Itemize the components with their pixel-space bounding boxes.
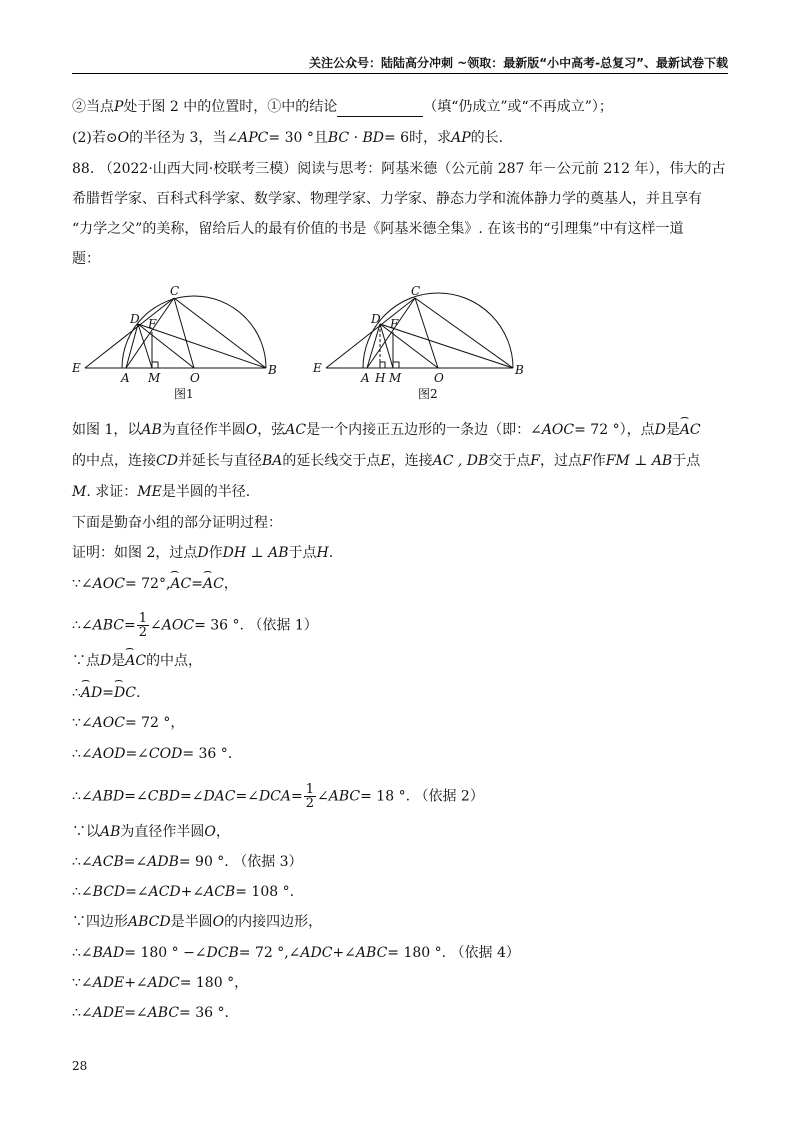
- text: ∴∠: [72, 617, 93, 634]
- label-d-2: D: [371, 312, 381, 326]
- var: ACB: [92, 854, 124, 870]
- var: APC: [238, 130, 269, 146]
- var: ADE: [92, 975, 125, 991]
- text: = 72 °,∠: [238, 945, 301, 961]
- var: ME: [137, 484, 162, 500]
- text: 为直径作半圆: [120, 824, 205, 840]
- var: COD: [148, 746, 183, 762]
- arc-ad: ⌣ AD: [81, 683, 102, 703]
- text: .: [328, 545, 334, 561]
- text: ，: [215, 824, 230, 840]
- var: ADC: [147, 975, 180, 991]
- var: ADB: [147, 854, 179, 870]
- var: AOC: [92, 715, 125, 731]
- var: DCA: [258, 788, 291, 805]
- semicircle-arc-1: [122, 296, 266, 368]
- text: ∴∠: [72, 746, 93, 762]
- var: ADE: [92, 1005, 125, 1021]
- text: 的内接四边形，: [224, 914, 323, 930]
- var: BA: [261, 453, 283, 469]
- text: ∵∠: [72, 715, 93, 731]
- text: ，弦: [257, 422, 286, 438]
- var: ABC: [355, 945, 388, 961]
- text: 作: [208, 545, 223, 561]
- line-ec: [85, 298, 174, 368]
- line-do: [138, 324, 194, 368]
- label-e-2: E: [313, 361, 322, 375]
- text: = 18 °. （依据 2）: [360, 788, 484, 805]
- text: =∠: [124, 788, 148, 805]
- text: =∠: [179, 788, 204, 805]
- figure-2: [326, 293, 513, 368]
- proof-step-11: [72, 912, 322, 932]
- text: 证明：如图 2，过点: [72, 545, 198, 561]
- proof-step-4: [72, 683, 140, 703]
- var: D: [197, 545, 209, 561]
- text: =: [102, 685, 114, 701]
- denominator: 2: [138, 625, 148, 640]
- line-db-2: [380, 324, 513, 368]
- right-angle-m: [152, 362, 158, 368]
- var: O: [204, 824, 216, 840]
- text: 的中点，: [146, 653, 203, 669]
- label-d: D: [130, 312, 140, 326]
- text: 是一个内接正五边形的一条边（即：∠: [306, 422, 542, 438]
- var: O: [212, 914, 225, 930]
- text: 是半圆: [170, 914, 213, 930]
- label-f-2: F: [390, 317, 399, 331]
- var: ACB: [204, 884, 236, 900]
- proof-step-6: [72, 744, 232, 764]
- text: ∵点: [72, 653, 100, 669]
- text: 的半径为 3，当∠: [129, 130, 239, 146]
- var: CBD: [147, 788, 180, 805]
- arc-ac: ⌣ AC: [170, 574, 191, 594]
- proof-step-14: [72, 1003, 229, 1023]
- problem-line-3: [72, 482, 250, 502]
- var: DCB: [206, 945, 239, 961]
- label-o-2: O: [434, 371, 444, 385]
- arc-ac: ⌣ AC: [203, 574, 224, 594]
- fraction-half: [137, 612, 149, 639]
- text: 为直径作半圆: [161, 422, 246, 438]
- text: ，过点: [539, 453, 582, 469]
- text: 的中点，连接: [72, 453, 156, 469]
- var: ABCD: [128, 914, 171, 930]
- fraction-half: [304, 783, 316, 810]
- figure-2-labels: [312, 284, 524, 401]
- proof-step-8: [72, 822, 230, 842]
- text: (2)若: [72, 130, 106, 146]
- line-do-2: [380, 324, 438, 368]
- var: ABC: [328, 788, 361, 805]
- var: DAC: [203, 788, 236, 805]
- text: = 36 °. （依据 1）: [194, 617, 318, 634]
- text: .: [135, 685, 141, 701]
- var: AC , DB: [432, 453, 489, 469]
- q88-line-3: “力学之父”的美称，留给后人的最有价值的书是《阿基米德全集》. 在该书的“引理集”中有这样一道: [72, 221, 684, 237]
- answer-blank: [337, 102, 423, 117]
- var: BCD: [92, 884, 126, 900]
- text: （填“仍成立”或“不再成立”）；: [423, 99, 613, 115]
- label-a-2: A: [361, 371, 370, 385]
- arc-ac: ⌣ AC: [680, 420, 701, 440]
- denominator: 2: [305, 796, 315, 811]
- text: ∴: [72, 685, 81, 701]
- text: = 180 ° −∠: [124, 945, 207, 961]
- text: = 30 °且: [268, 130, 328, 146]
- line-db: [138, 324, 266, 368]
- text: ∠: [150, 617, 162, 634]
- text: 是: [111, 653, 126, 669]
- page-header: 关注公众号：陆陆高分冲刺 ~领取：最新版“小中高考-总复习”、最新试卷下载: [309, 56, 728, 70]
- text: 的延长线交于点: [282, 453, 381, 469]
- var: F: [530, 453, 540, 469]
- geometry-figures: [60, 282, 540, 412]
- var: AOC: [92, 576, 125, 592]
- text: +∠: [124, 975, 148, 991]
- label-a: A: [121, 371, 130, 385]
- text: = 72 °，: [124, 715, 185, 731]
- q88-line-2: 希腊哲学家、百科式科学家、数学家、物理学家、力学家、静态力学和流体静力学的奠基人，并且享有: [72, 191, 702, 207]
- line-co: [174, 298, 194, 368]
- text: ·: [349, 130, 363, 146]
- var: ABD: [92, 788, 125, 805]
- label-b: B: [268, 363, 277, 377]
- line-cb: [174, 298, 266, 368]
- proof-step-3: [72, 651, 202, 671]
- proof-step-9: [72, 852, 303, 872]
- proof-step-12: [72, 943, 520, 963]
- semicircle-arc-2: [363, 293, 513, 368]
- label-m: M: [148, 371, 161, 385]
- var: D: [654, 422, 666, 438]
- figure-1-labels: [71, 284, 277, 401]
- text: ∴∠: [72, 884, 93, 900]
- figure-2-caption: 图2: [418, 387, 438, 401]
- var: ABC: [147, 1005, 180, 1021]
- proof-step-2: [72, 612, 318, 639]
- text: =: [124, 617, 136, 634]
- text: ∵四边形: [72, 914, 128, 930]
- page-number: 28: [72, 1059, 88, 1073]
- var: AP: [451, 130, 471, 146]
- text: +∠: [332, 945, 356, 961]
- numerator: 1: [138, 611, 148, 626]
- label-m-2: M: [389, 371, 402, 385]
- text: = 90 °. （依据 3）: [178, 854, 303, 870]
- text: =∠: [124, 1005, 148, 1021]
- proof-intro: 下面是勤奋小组的部分证明过程：: [72, 515, 282, 531]
- figure-1: [85, 296, 266, 368]
- line-co-2: [415, 298, 438, 368]
- var: O: [245, 422, 258, 438]
- text: =∠: [125, 884, 149, 900]
- var: AOD: [92, 746, 126, 762]
- text: ②当点: [72, 99, 114, 115]
- proof-step-5: [72, 713, 184, 733]
- var: ACD: [148, 884, 181, 900]
- label-f: F: [148, 317, 157, 331]
- text: 于点: [288, 545, 317, 561]
- var: ADC: [300, 945, 333, 961]
- right-angle-h: [380, 362, 385, 368]
- text: ∠: [317, 788, 329, 805]
- text: ∵∠: [72, 975, 93, 991]
- var: CD: [156, 453, 178, 469]
- text: 是: [665, 422, 680, 438]
- text: ，连接: [390, 453, 433, 469]
- arc-ac: ⌣ AC: [125, 651, 146, 671]
- var: BD: [362, 130, 384, 146]
- prev-q-line-2: [72, 128, 503, 148]
- text: = 72 °），点: [574, 422, 655, 438]
- var: FM ⊥ AB: [605, 453, 673, 469]
- text: 如图 1，以: [72, 422, 142, 438]
- text: = 180 °，: [179, 975, 249, 991]
- text: ∵∠: [72, 576, 93, 592]
- label-c-2: C: [411, 284, 421, 298]
- text: 作: [591, 453, 606, 469]
- text: 于点: [672, 453, 701, 469]
- text: ∴∠: [72, 945, 93, 961]
- var: M: [72, 484, 87, 500]
- var: BAD: [92, 945, 125, 961]
- line-cb-2: [415, 298, 513, 368]
- problem-line-1: [72, 420, 701, 440]
- text: ∴∠: [72, 854, 93, 870]
- var: E: [380, 453, 391, 469]
- text: 处于图 2 中的位置时，①中的结论: [123, 99, 338, 115]
- label-c: C: [170, 284, 180, 298]
- text: . 求证：: [86, 484, 138, 500]
- text: ∴∠: [72, 1005, 93, 1021]
- text: =: [291, 788, 303, 805]
- text: = 108 °.: [235, 884, 295, 900]
- var: AB: [100, 824, 121, 840]
- header-rule: [72, 73, 728, 74]
- problem-line-2: [72, 451, 700, 471]
- var: DH ⊥ AB: [222, 545, 289, 561]
- text: 交于点: [488, 453, 531, 469]
- proof-step-0: [72, 543, 333, 563]
- prev-q-line-1: [72, 97, 613, 117]
- text: = 72°,: [124, 576, 171, 592]
- var: H: [316, 545, 329, 561]
- arc-dc: ⌣ DC: [114, 683, 136, 703]
- text: +∠: [180, 884, 205, 900]
- text: ∴∠: [72, 788, 93, 805]
- text: 的长.: [470, 130, 504, 146]
- proof-step-7: [72, 783, 484, 810]
- text: 并延长与直径: [177, 453, 262, 469]
- var: F: [581, 453, 592, 469]
- var: AC: [285, 422, 307, 438]
- label-e: E: [72, 361, 81, 375]
- q88-line-1: 88. （2022·山西大同·校联考三模）阅读与思考：阿基米德（公元前 287 年－公元前 212 年），伟大的古: [72, 161, 726, 177]
- q88-line-4: 题：: [72, 251, 100, 267]
- var: P: [114, 99, 124, 115]
- text: =: [191, 576, 203, 592]
- text: ，: [223, 576, 238, 592]
- text: =∠: [125, 746, 149, 762]
- figure-1-caption: 图1: [174, 387, 194, 401]
- text: = 6时，求: [384, 130, 452, 146]
- var: D: [100, 653, 112, 669]
- var: ABC: [92, 617, 125, 634]
- numerator: 1: [305, 782, 315, 797]
- var: AOC: [541, 422, 575, 438]
- proof-step-13: [72, 973, 248, 993]
- text: ∵以: [72, 824, 100, 840]
- text: = 180 °. （依据 4）: [387, 945, 520, 961]
- proof-step-10: [72, 882, 294, 902]
- text: = 36 °.: [179, 1005, 229, 1021]
- var: AOC: [161, 617, 195, 634]
- right-angle-m-2: [393, 362, 399, 368]
- var: AB: [141, 422, 162, 438]
- label-b-2: B: [515, 363, 524, 377]
- text: 是半圆的半径.: [161, 484, 251, 500]
- text: =∠: [235, 788, 259, 805]
- proof-step-1: [72, 574, 238, 594]
- text: = 36 °.: [182, 746, 233, 762]
- label-h-2: H: [375, 371, 386, 385]
- text: =∠: [123, 854, 148, 870]
- var: ⊙O: [105, 130, 130, 146]
- label-o: O: [190, 371, 200, 385]
- var: BC: [327, 130, 350, 146]
